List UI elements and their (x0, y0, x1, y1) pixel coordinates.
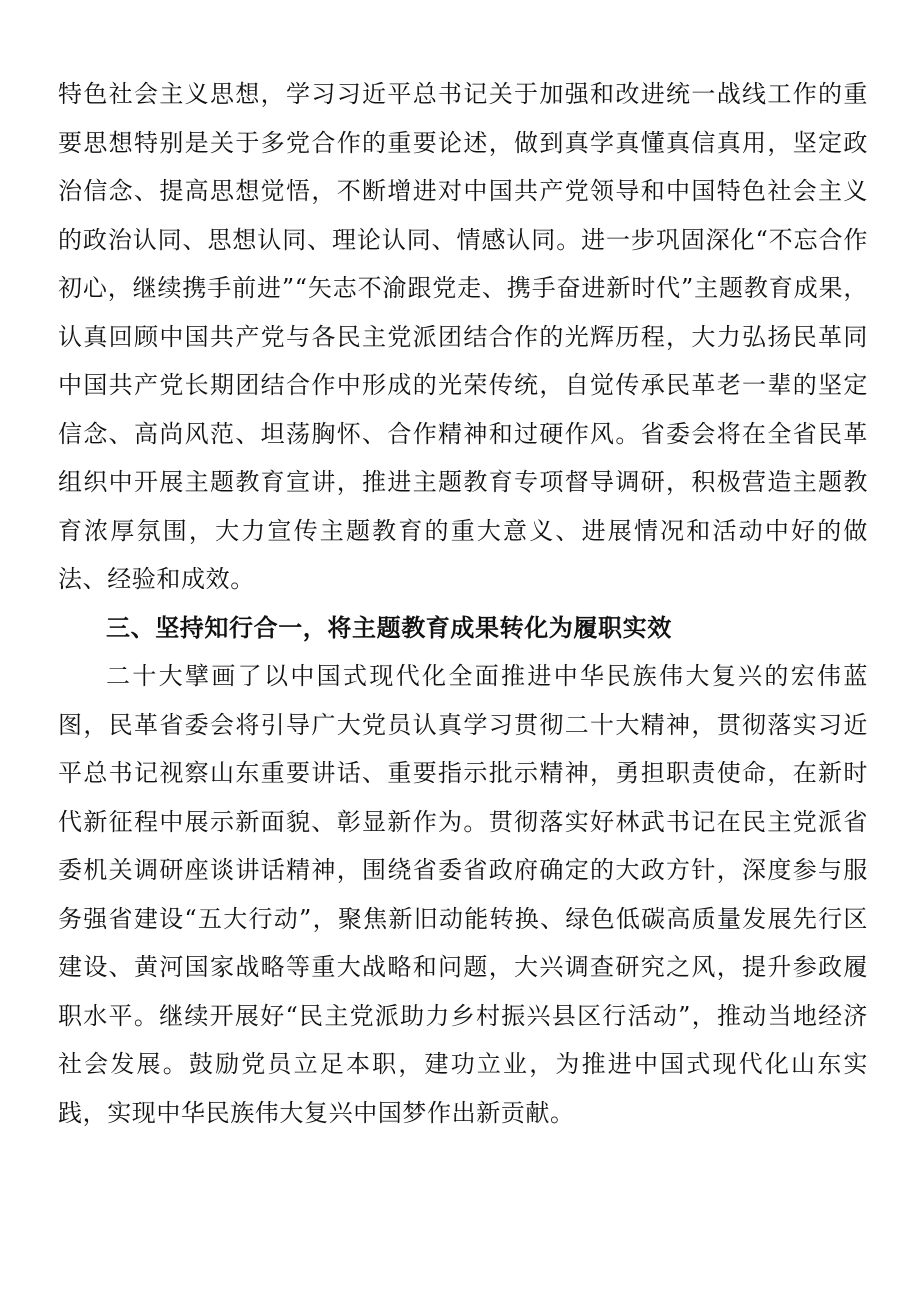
body-paragraph-section-3: 二十大擘画了以中国式现代化全面推进中华民族伟大复兴的宏伟蓝图，民革省委会将引导广大党员认真学习贯彻二十大精神，贯彻落实习近平总书记视察山东重要讲话、重要指示批示精神，勇担职责使命，在新时代新征程中展示新面貌、彰显新作为。贯彻落实好林武书记在民主党派省委机关调研座谈讲话精神，围绕省委省政府确定的大政方针，深度参与服务强省建设“五大行动”，聚焦新旧动能转换、绿色低碳高质量发展先行区建设、黄河国家战略等重大战略和问题，大兴调查研究之风，提升参政履职水平。继续开展好“民主党派助力乡村振兴县区行活动”，推动当地经济社会发展。鼓励党员立足本职，建功立业，为推进中国式现代化山东实践，实现中华民族伟大复兴中国梦作出新贡献。 (58, 662, 868, 1127)
section-heading-3: 三、坚持知行合一，将主题教育成果转化为履职实效 (106, 613, 672, 642)
document-page (58, 70, 868, 1137)
body-paragraph-continued: 特色社会主义思想，学习习近平总书记关于加强和改进统一战线工作的重要思想特别是关于多党合作的重要论述，做到真学真懂真信真用，坚定政治信念、提高思想觉悟，不断增进对中国共产党领导和中国特色社会主义的政治认同、思想认同、理论认同、情感认同。进一步巩固深化“不忘合作初心，继续携手前进”“矢志不渝跟党走、携手奋进新时代”主题教育成果，认真回顾中国共产党与各民主党派团结合作的光辉历程，大力弘扬民革同中国共产党长期团结合作中形成的光荣传统，自觉传承民革老一辈的坚定信念、高尚风范、坦荡胸怀、合作精神和过硬作风。省委会将在全省民革组织中开展主题教育宣讲，推进主题教育专项督导调研，积极营造主题教育浓厚氛围，大力宣传主题教育的重大意义、进展情况和活动中好的做法、经验和成效。 (58, 80, 868, 593)
